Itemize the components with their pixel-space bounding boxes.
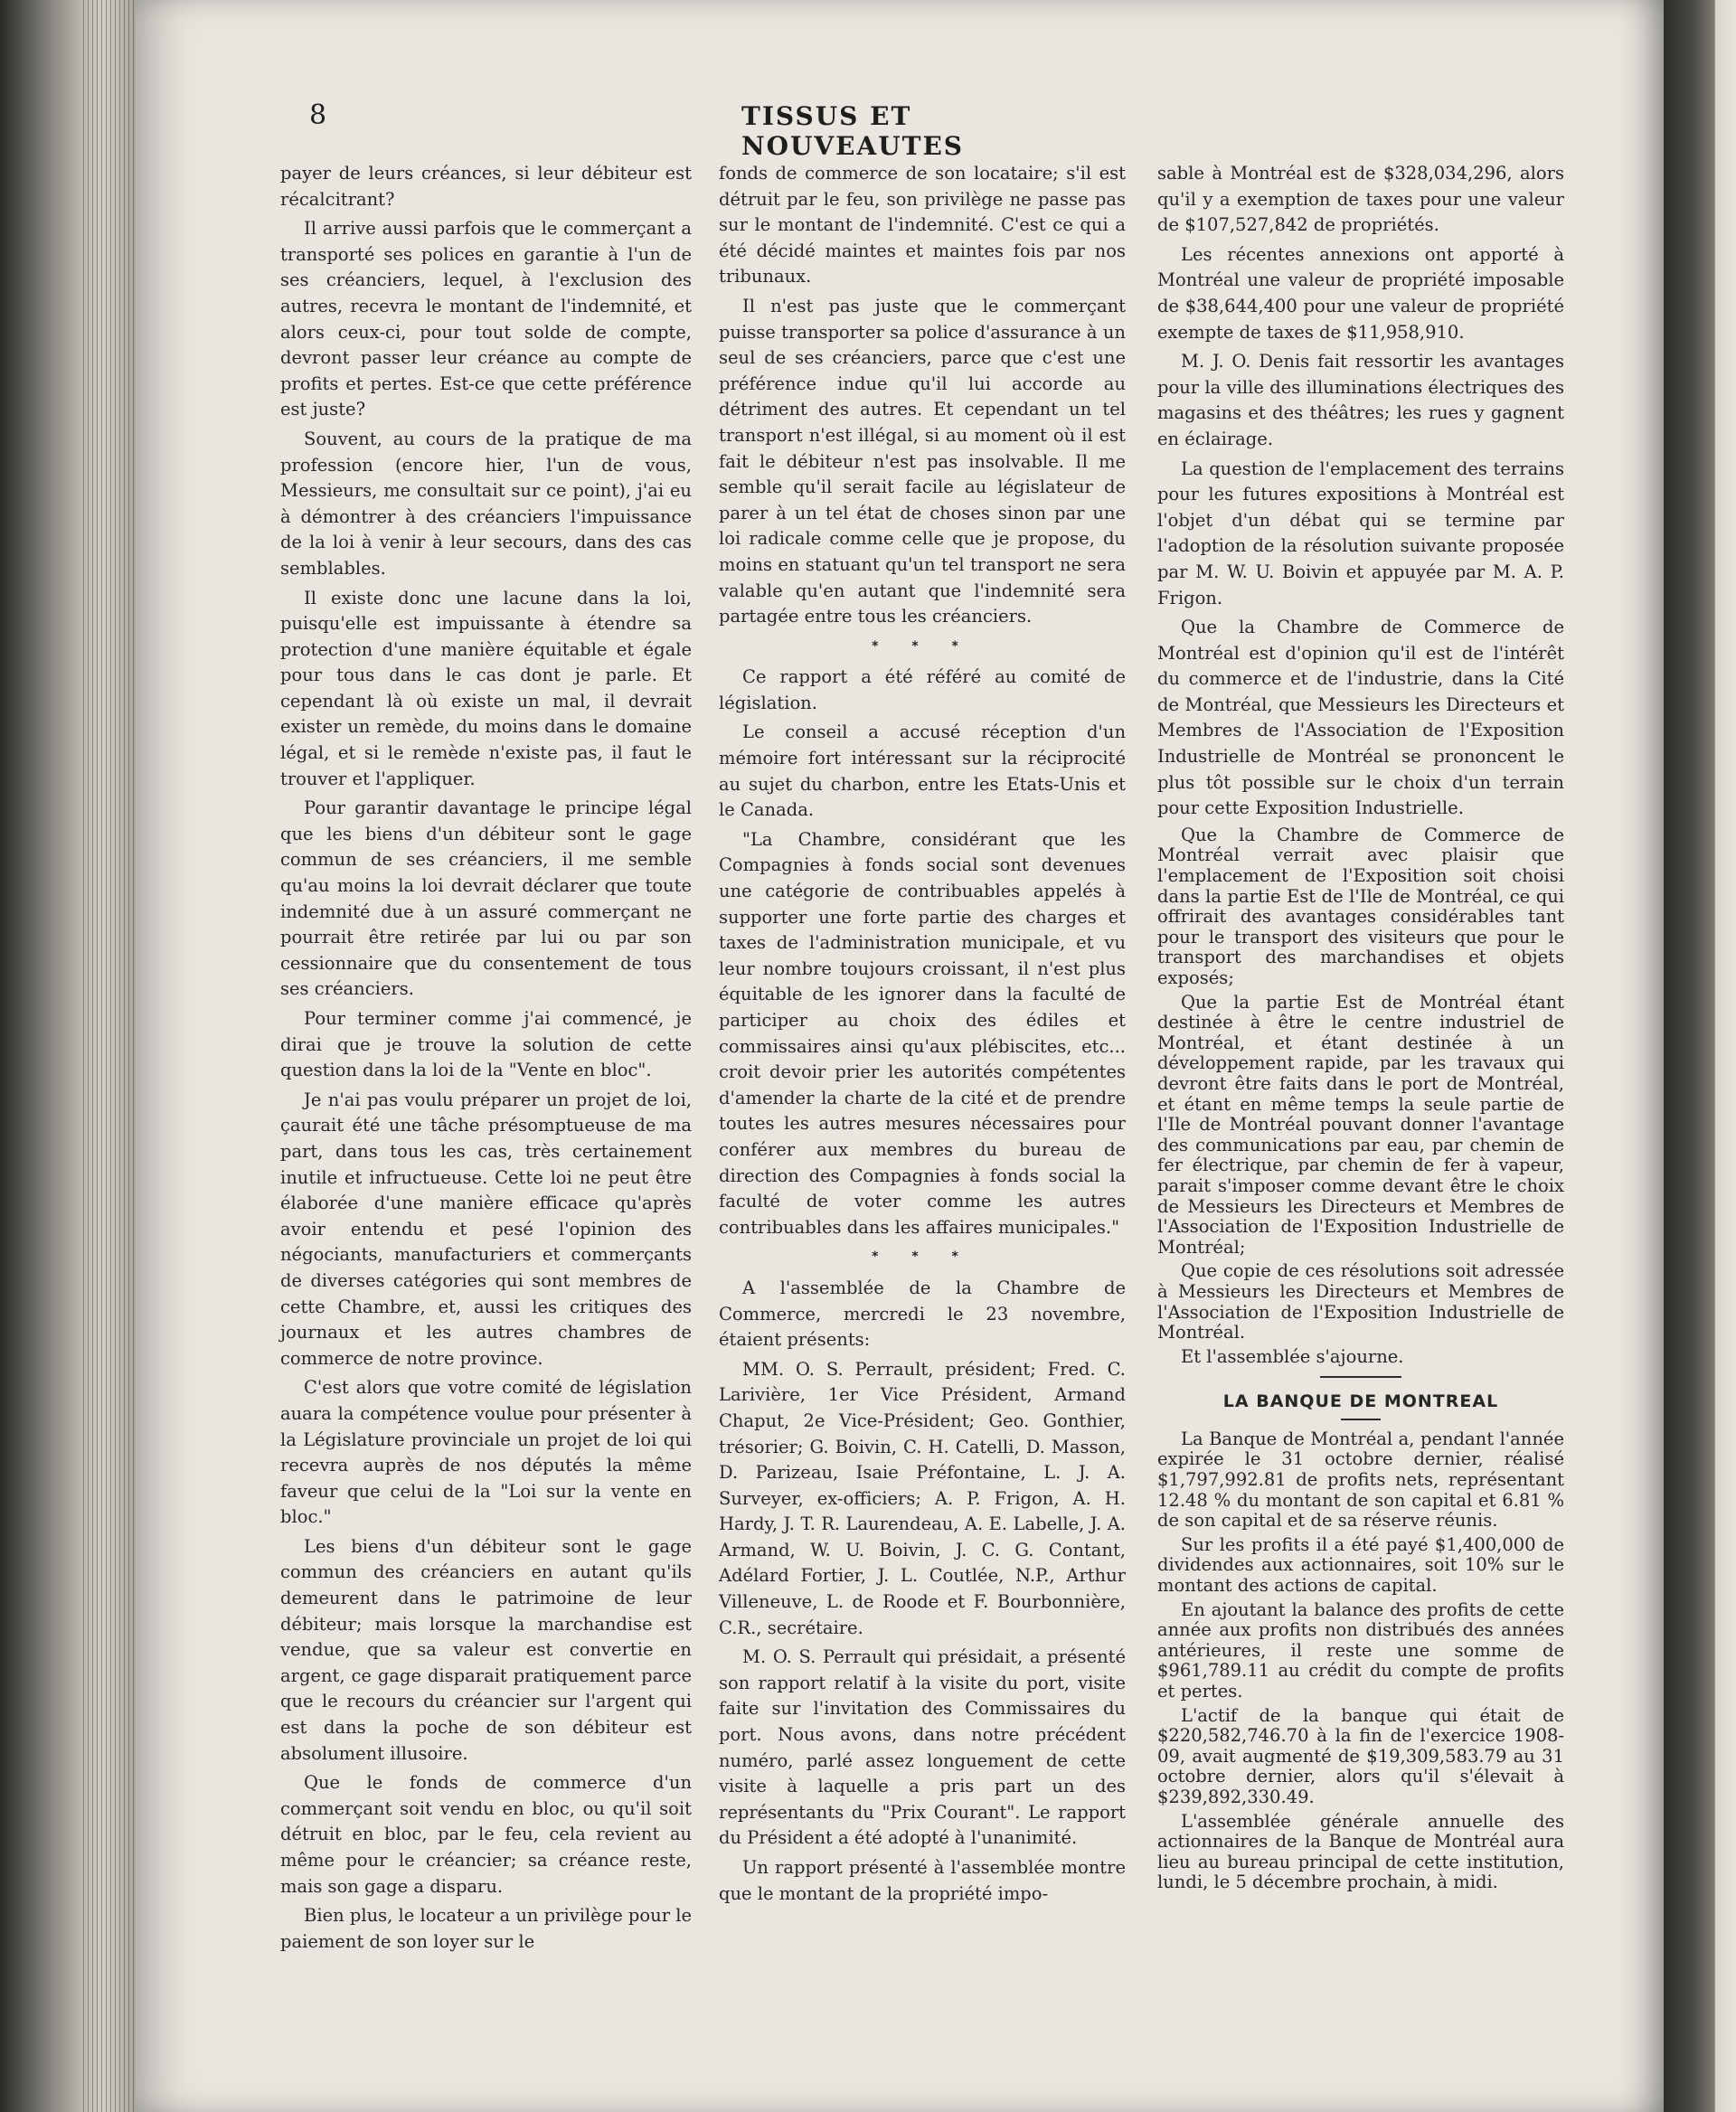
paragraph: Souvent, au cours de la pratique de ma profession (encore hier, l'un de vous, Messieurs, me consultait sur ce point), j'ai eu à démontrer à des créanciers l'impuissance de la loi à venir à leur secours, dans des cas semblables. [280,428,692,579]
paragraph: Il existe donc une lacune dans la loi, puisqu'elle est impuissante à étendre sa protection d'une manière équitable et égale pour tous dans le cas dont je parle. Et cependant là où existe un mal, il devrait exister un remède, du moins dans le domaine légal, et si le remède n'existe pas, il faut le trouver et l'appliquer. [280,587,692,789]
paragraph: Que copie de ces résolutions soit adressée à Messieurs les Directeurs et Membres de l'Association de l'Exposition Industrielle de Montréal. [1157,1260,1564,1344]
paragraph: Il n'est pas juste que le commerçant puisse transporter sa police d'assurance à un seul de ses créanciers, parce que c'est une préférence indue qu'il lui accorde au détriment des autres. Et cependant un tel transport n'est illégal, si au moment où il est fait le débiteur n'est pas insolvable. Il me semble qu'il serait facile au législateur de parer à un tel état de choses sinon par une loi radicale comme celle que je propose, du moins en statuant qu'un tel transport ne sera valable qu'en autant que l'indemnité sera partagée entre tous les créanciers. [719,295,1126,627]
page-number: 8 [309,99,327,131]
page-stack-edges [83,0,136,2112]
paragraph: La Banque de Montréal a, pendant l'année expirée le 31 octobre dernier, réalisé $1,797,992.81 de profits nets, représentant 12.48 % du montant de son capital et 6.81 % de son capital et de sa réserve réunis. [1157,1428,1564,1532]
paragraph: Que le fonds de commerce d'un commerçant soit vendu en bloc, ou qu'il soit détruit en bloc, par le feu, cela revient au même pour le créancier; sa créance reste, mais son gage a disparu. [280,1772,692,1897]
paragraph: C'est alors que votre comité de législation auara la compétence voulue pour présenter à la Législature provinciale un projet de loi qui recevra auprès de nos députés la même faveur que celui de la "Loi sur la vente en bloc." [280,1377,692,1528]
paragraph: Les biens d'un débiteur sont le gage commun des créanciers en autant qu'ils demeurent dans le patrimoine de leur débiteur; mais lorsque la marchandise est vendue, que sa valeur est convertie en argent, ce gage disparait pratiquement parce que le recours du créancier sur l'argent qui est dans la poche de son débiteur est absolument illusoire. [280,1535,692,1764]
column-3 [1157,161,1564,1897]
running-title: TISSUS ET NOUVEAUTES [741,101,965,161]
paragraph: fonds de commerce de son locataire; s'il est détruit par le feu, son privilège ne passe pas sur le montant de l'indemnité. C'est ce qui a été décidé maintes et maintes fois par nos tribunaux. [719,163,1126,288]
paragraph: L'actif de la banque qui était de $220,582,746.70 à la fin de l'exercice 1908-09, avait augmenté de $19,309,583.79 au 31 octobre dernier, alors qu'il s'élevait à $239,892,330.49. [1157,1704,1564,1807]
paragraph: Un rapport présenté à l'assemblée montre que le montant de la propriété impo- [719,1857,1126,1904]
paragraph: Que la Chambre de Commerce de Montréal verrait avec plaisir que l'emplacement de l'Exposition soit choisi dans la partie Est de l'Ile de Montréal, ce qui offrirait des avantages considérables tant pour le transport des visiteurs que pour le transport des marchandises et objets exposés; [1157,824,1564,988]
paragraph: A l'assemblée de la Chambre de Commerce, mercredi le 23 novembre, étaient présents: [719,1277,1126,1351]
column-1 [280,161,692,1958]
paragraph: La question de l'emplacement des terrains pour les futures expositions à Montréal est l'objet d'un débat qui se termine par l'adoption de la résolution suivante proposée par M. W. U. Boivin et appuyée par M. A. P. Frigon. [1157,457,1564,608]
paragraph: Que la partie Est de Montréal étant destinée à être le centre industriel de Montréal, et étant destinée à un développement rapide, par les travaux qui devront être faits dans le port de Montréal, et étant en même temps la seule partie de l'Ile de Montréal pouvant donner l'avantage des communications par eau, par chemin de fer électrique, par chemin de fer à vapeur, parait s'imposer comme devant être le choix de Messieurs les Directeurs et Membres de l'Association de l'Exposition Industrielle de Montréal; [1157,991,1564,1258]
paragraph: Que la Chambre de Commerce de Montréal est d'opinion qu'il est de l'intérêt du commerce et de l'industrie, dans la Cité de Montréal, que Messieurs les Directeurs et Membres de l'Association de l'Exposition Industrielle de Montréal se prononcent le plus tôt possible sur le choix d'un terrain pour cette Exposition Industrielle. [1157,617,1564,819]
paragraph: Pour terminer comme j'ai commencé, je dirai que je trouve la solution de cette question dans la loi de la "Vente en bloc". [280,1008,692,1081]
section-separator: * * * [872,638,973,654]
paragraph: Et l'assemblée s'ajourne. [1181,1345,1404,1367]
paragraph: Le conseil a accusé réception d'un mémoire fort intéressant sur la réciprocité au sujet du charbon, entre les Etats-Unis et le Canada. [719,721,1126,821]
section-rule [1320,1376,1401,1378]
paragraph: Sur les profits il a été payé $1,400,000 de dividendes aux actionnaires, soit 10% sur le montant des actions de capital. [1157,1533,1564,1597]
paragraph: Les récentes annexions ont apporté à Montréal une valeur de propriété imposable de $38,644,400 pour une valeur de propriété exempte de taxes de $11,958,910. [1157,243,1564,343]
paragraph: M. J. O. Denis fait ressortir les avantages pour la ville des illuminations électriques des magasins et des théâtres; les rues y gagnent en éclairage. [1157,351,1564,449]
paragraph: payer de leurs créances, si leur débiteur est récalcitrant? [280,163,692,210]
paragraph: En ajoutant la balance des profits de cette année aux profits non distribués des années antérieures, il reste une somme de $961,789.11 au crédit du compte de profits et pertes. [1157,1598,1564,1702]
column-2 [719,161,1126,1910]
paragraph: Je n'ai pas voulu préparer un projet de loi, çaurait été une tâche présomptueuse de ma part, dans tous les cas, très certainement inutile et infructueuse. Cette loi ne peut être élaborée d'une manière efficace qu'après avoir entendu et pesé l'opinion des négociants, manufacturiers et commerçants de diverses catégories qui sont membres de cette Chambre, et, aussi les critiques des journaux et les autres chambres de commerce de notre province. [280,1089,692,1369]
paragraph: sable à Montréal est de $328,034,296, alors qu'il y a exemption de taxes pour une valeur de $107,527,842 de propriétés. [1157,163,1564,236]
resolution-block [1157,825,1564,1367]
paragraph: Pour garantir davantage le principe légal que les biens d'un débiteur sont le gage commun de ses créanciers, il me semble qu'au moins la loi devrait déclarer que toute indemnité due à un assuré commerçant ne pourrait être retirée par lui ou par son cessionnaire que du consentement de tous ses créanciers. [280,797,692,1000]
paragraph: "La Chambre, considérant que les Compagnies à fonds social sont devenues une catégorie de contribuables appelés à supporter une forte partie des charges et taxes de l'administration municipale, et vu leur nombre toujours croissant, il n'est plus équitable de les ignorer dans la faculté de participer au choix des édiles et commissaires ainsi qu'aux plébiscites, etc... croit devoir prier les autorités compétentes d'amender la charte de la cité et de prendre toutes les autres mesures nécessaires pour conférer aux membres du bureau de direction des Compagnies à fonds social la faculté de voter comme les autres contribuables dans les affaires municipales." [719,828,1126,1238]
paragraph: M. O. S. Perrault qui présidait, a présenté son rapport relatif à la visite du port, visite faite sur l'invitation des Commissaires du port. Nous avons, dans notre précédent numéro, parlé assez longuement de cette visite à laquelle a pris part un des représentants du "Prix Courant". Le rapport du Président a été adopté à l'unanimité. [719,1646,1126,1849]
bank-article [1157,1429,1564,1893]
next-page-edge [1664,0,1736,2112]
article-title: LA BANQUE DE MONTREAL [1222,1391,1499,1412]
title-rule [1341,1419,1381,1420]
paragraph: Bien plus, le locateur a un privilège pour le paiement de son loyer sur le [280,1905,693,1952]
paragraph: L'assemblée générale annuelle des actionnaires de la Banque de Montréal aura lieu au bureau principal de cette institution, lundi, le 5 décembre prochain, à midi. [1157,1810,1564,1893]
paragraph: Ce rapport a été référé au comité de législation. [719,666,1126,713]
section-separator: * * * [872,1249,973,1265]
paragraph: Il arrive aussi parfois que le commerçant a transporté ses polices en garantie à l'un de ses créanciers, lequel, à l'exclusion des autres, recevra le montant de l'indemnité, et alors ceux-ci, pour tout solde de compte, devront passer leur créance au compte de profits et pertes. Est-ce que cette préférence est juste? [280,218,692,420]
paragraph: MM. O. S. Perrault, président; Fred. C. Larivière, 1er Vice Président, Armand Chaput, 2e Vice-Président; Geo. Gonthier, trésorier; G. Boivin, C. H. Catelli, D. Masson, D. Parizeau, Isaie Préfontaine, L. J. A. Surveyer, ex-officiers; A. P. Frigon, A. H. Hardy, J. T. R. Laurendeau, A. E. Labelle, J. A. Armand, W. U. Boivin, J. C. G. Contant, Adélard Fortier, J. L. Coutlée, N.P., Arthur Villeneuve, L. de Roode et F. Bourbonnière, C.R., secrétaire. [719,1358,1126,1638]
